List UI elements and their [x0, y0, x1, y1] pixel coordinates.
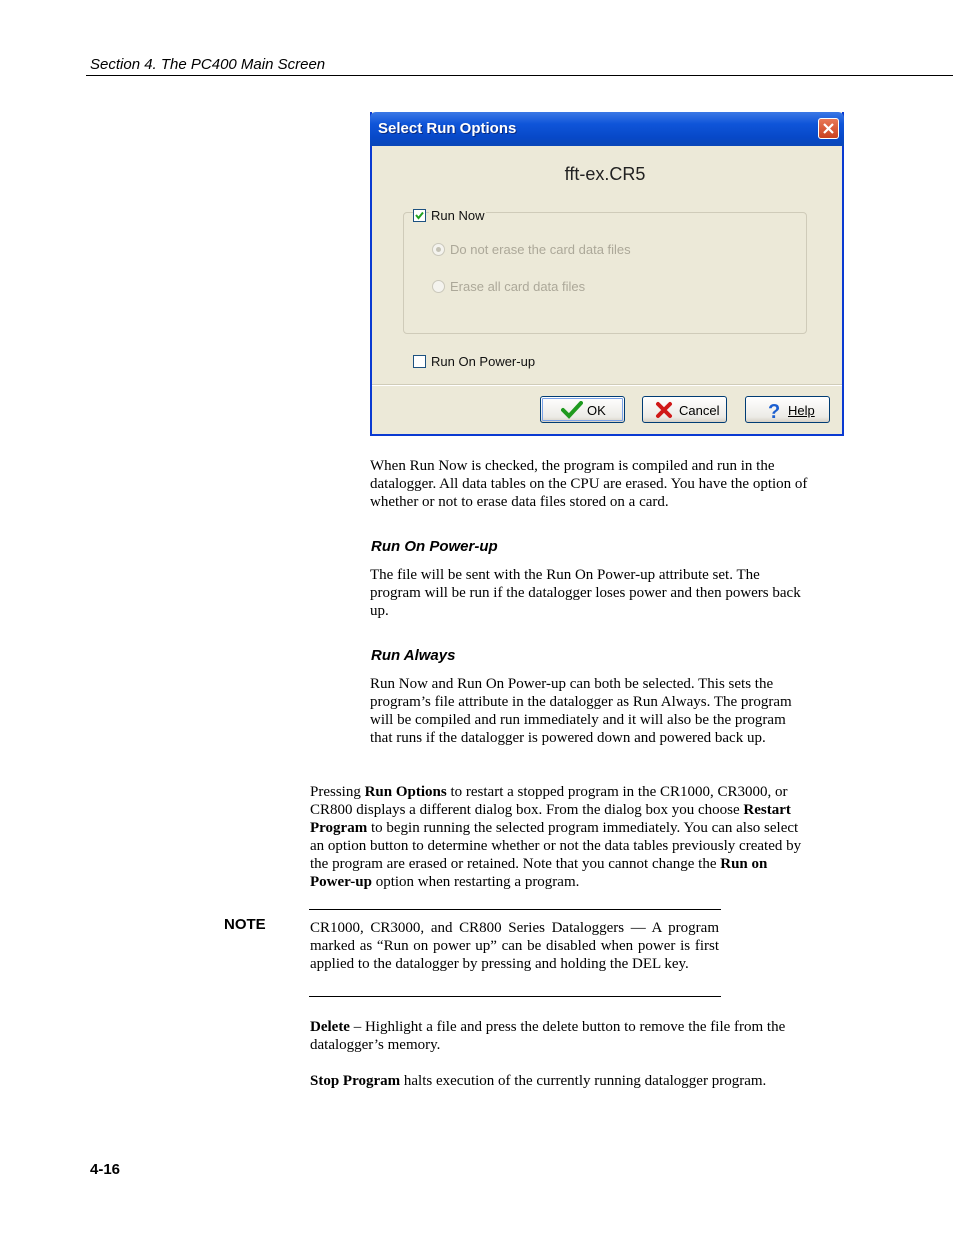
section-header: Section 4. The PC400 Main Screen	[90, 56, 326, 73]
bold-delete: Delete	[310, 1019, 350, 1035]
run-on-powerup-heading: Run On Power-up	[371, 538, 498, 555]
dialog-titlebar[interactable]	[370, 112, 844, 146]
text-run: to begin running the selected program immediately. You can also select an option button to determine whether or not the data tables previously created by the program are erased or retained. Note that you cannot change the	[310, 820, 802, 872]
button-separator	[372, 384, 842, 386]
run-on-powerup-description: The file will be sent with the Run On Power-up attribute set. The program will be run if the datalogger loses power and then powers back up.	[370, 567, 801, 619]
run-now-checkbox[interactable]	[413, 209, 426, 222]
bold-run-options: Run Options	[364, 784, 447, 800]
radio-do-not-erase-label: Do not erase the card data files	[450, 242, 631, 257]
radio-erase-all[interactable]	[432, 280, 445, 293]
note-top-rule	[309, 909, 721, 910]
text-run: – Highlight a file and press the delete button to remove the file from the datalogger’s memory.	[310, 1019, 786, 1053]
ok-label: OK	[587, 403, 606, 418]
cancel-button[interactable]	[642, 396, 727, 423]
run-always-description: Run Now and Run On Power-up can both be selected. This sets the program’s file attribute in the datalogger as Run Always. The program will be compiled and run immediately and it will also be the program that runs if the datalogger is powered down and powered back up.	[370, 676, 792, 746]
ok-button[interactable]	[540, 396, 625, 423]
run-always-heading: Run Always	[371, 647, 456, 664]
run-on-powerup-label[interactable]: Run On Power-up	[431, 354, 536, 369]
note-text: CR1000, CR3000, and CR800 Series Dataloggers — A program marked as “Run on power up” can be disabled when power is first applied to the datalogger by pressing and holding the DEL key.	[310, 920, 719, 972]
cancel-label: Cancel	[679, 403, 720, 418]
note-label: NOTE	[224, 916, 266, 933]
close-button[interactable]	[818, 118, 839, 139]
radio-do-not-erase[interactable]	[432, 243, 445, 256]
note-bottom-rule	[309, 996, 721, 997]
svg-text:?: ?	[768, 401, 781, 421]
checkmark-icon	[561, 401, 583, 419]
delete-paragraph	[310, 1018, 810, 1054]
help-label: Help	[788, 403, 815, 418]
run-options-paragraph	[310, 783, 810, 891]
help-question-icon	[766, 401, 784, 421]
checkmark-icon	[414, 210, 425, 221]
stop-program-paragraph	[310, 1072, 810, 1090]
text-run: halts execution of the currently running datalogger program.	[400, 1073, 767, 1089]
dialog-title: Select Run Options	[378, 120, 517, 137]
bold-stop-program: Stop Program	[310, 1073, 401, 1089]
run-on-powerup-checkbox[interactable]	[413, 355, 426, 368]
help-button[interactable]	[745, 396, 830, 423]
bold-restart-program: Restart Program	[310, 802, 791, 836]
radio-selected-dot	[436, 247, 441, 252]
run-now-description: When Run Now is checked, the program is compiled and run in the datalogger. All data tables on the CPU are erased. You have the option of whether or not to erase data files stored on a card.	[370, 458, 808, 510]
page-number: 4-16	[90, 1161, 121, 1178]
run-now-groupbox	[403, 212, 807, 334]
bold-run-on-powerup: Run on Power-up	[310, 856, 768, 890]
radio-erase-all-label: Erase all card data files	[450, 279, 586, 294]
select-run-options-dialog	[370, 112, 844, 436]
header-rule	[86, 75, 953, 76]
text-run: to restart a stopped program in the CR1000, CR3000, or CR800 displays a different dialog box. From the dialog box you choose	[310, 784, 788, 818]
close-icon	[822, 122, 835, 135]
run-now-label[interactable]: Run Now	[431, 208, 485, 223]
program-filename: fft-ex.CR5	[564, 164, 646, 184]
text-run: option when restarting a program.	[371, 874, 580, 890]
text-run: Pressing	[310, 784, 365, 800]
x-cancel-icon	[655, 401, 673, 419]
